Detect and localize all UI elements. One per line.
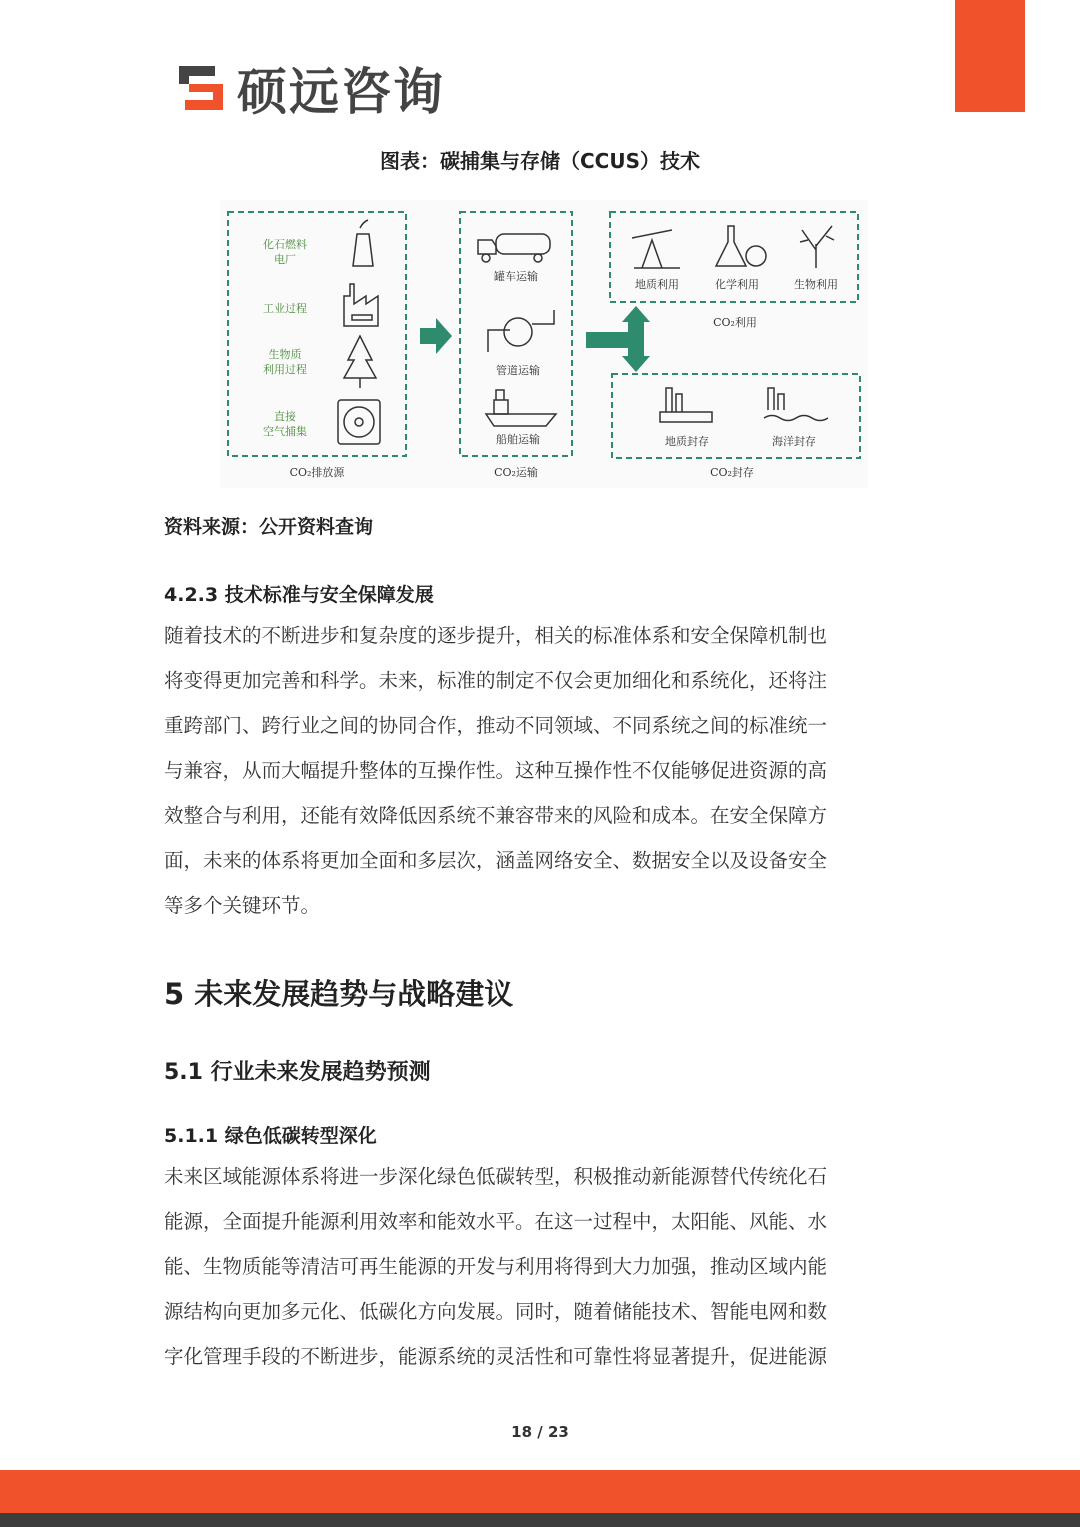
text-line: 将变得更加完善和科学。未来，标准的制定不仅会更加细化和系统化，还将注 [164, 669, 828, 692]
transport-item-3: 船舶运输 [496, 433, 540, 446]
page-number: 18 / 23 [511, 1423, 569, 1441]
emission-caption: CO₂排放源 [289, 466, 345, 479]
footer-dark-bar [0, 1513, 1080, 1527]
emission-item-1: 化石燃料 [263, 238, 307, 251]
text-line: 能、生物质能等清洁可再生能源的开发与利用将得到大力加强，推动区域内能 [164, 1255, 828, 1278]
emission-item-6: 直接 [274, 410, 296, 423]
utilization-item-3: 生物利用 [794, 278, 838, 291]
text-line: 效整合与利用，还能有效降低因系统不兼容带来的风险和成本。在安全保障方 [164, 804, 828, 827]
emission-item-7: 空气捕集 [263, 425, 307, 438]
utilization-caption: CO₂利用 [713, 316, 757, 329]
emission-item-5: 利用过程 [263, 363, 307, 376]
text-line: 字化管理手段的不断进步，能源系统的灵活性和可靠性将显著提升，促进能源 [164, 1345, 828, 1368]
text-line: 与兼容，从而大幅提升整体的互操作性。这种互操作性不仅能够促进资源的高 [164, 759, 828, 782]
text-line: 等多个关键环节。 [164, 894, 321, 917]
brand-name: 硕远咨询 [237, 63, 445, 121]
ccus-diagram [220, 200, 868, 488]
transport-caption: CO₂运输 [494, 466, 538, 479]
heading-5-1-1: 5.1.1 绿色低碳转型深化 [164, 1125, 377, 1147]
brand-logo [175, 58, 445, 121]
chapter-5-heading: 5 未来发展趋势与战略建议 [164, 977, 514, 1011]
paragraph-5-1-1 [164, 1154, 904, 1379]
top-accent-bar [955, 0, 1025, 112]
utilization-item-2: 化学利用 [715, 278, 759, 291]
text-line: 随着技术的不断进步和复杂度的逐步提升，相关的标准体系和安全保障机制也 [164, 624, 828, 647]
transport-item-1: 罐车运输 [494, 270, 538, 283]
storage-item-1: 地质封存 [665, 435, 709, 448]
transport-item-2: 管道运输 [496, 364, 540, 377]
text-line: 重跨部门、跨行业之间的协同合作，推动不同领域、不同系统之间的标准统一 [164, 714, 828, 737]
paragraph-4-2-3 [164, 613, 904, 928]
heading-5-1: 5.1 行业未来发展趋势预测 [164, 1060, 431, 1085]
figure-title: 图表：碳捕集与存储（CCUS）技术 [380, 149, 700, 173]
text-line: 能源，全面提升能源利用效率和能效水平。在这一过程中，太阳能、风能、水 [164, 1210, 828, 1233]
logo-mark-icon [175, 62, 227, 114]
heading-4-2-3: 4.2.3 技术标准与安全保障发展 [164, 584, 434, 606]
emission-item-4: 生物质 [268, 348, 302, 361]
text-line: 未来区域能源体系将进一步深化绿色低碳转型，积极推动新能源替代传统化石 [164, 1165, 828, 1188]
storage-item-2: 海洋封存 [772, 435, 816, 448]
emission-item-2: 电厂 [274, 253, 296, 266]
text-line: 面，未来的体系将更加全面和多层次，涵盖网络安全、数据安全以及设备安全 [164, 849, 828, 872]
source-note: 资料来源：公开资料查询 [164, 516, 374, 538]
text-line: 源结构向更加多元化、低碳化方向发展。同时，随着储能技术、智能电网和数 [164, 1300, 828, 1323]
emission-item-3: 工业过程 [263, 302, 307, 315]
footer-accent-bar [0, 1470, 1080, 1513]
utilization-item-1: 地质利用 [635, 278, 679, 291]
storage-caption: CO₂封存 [710, 466, 754, 479]
